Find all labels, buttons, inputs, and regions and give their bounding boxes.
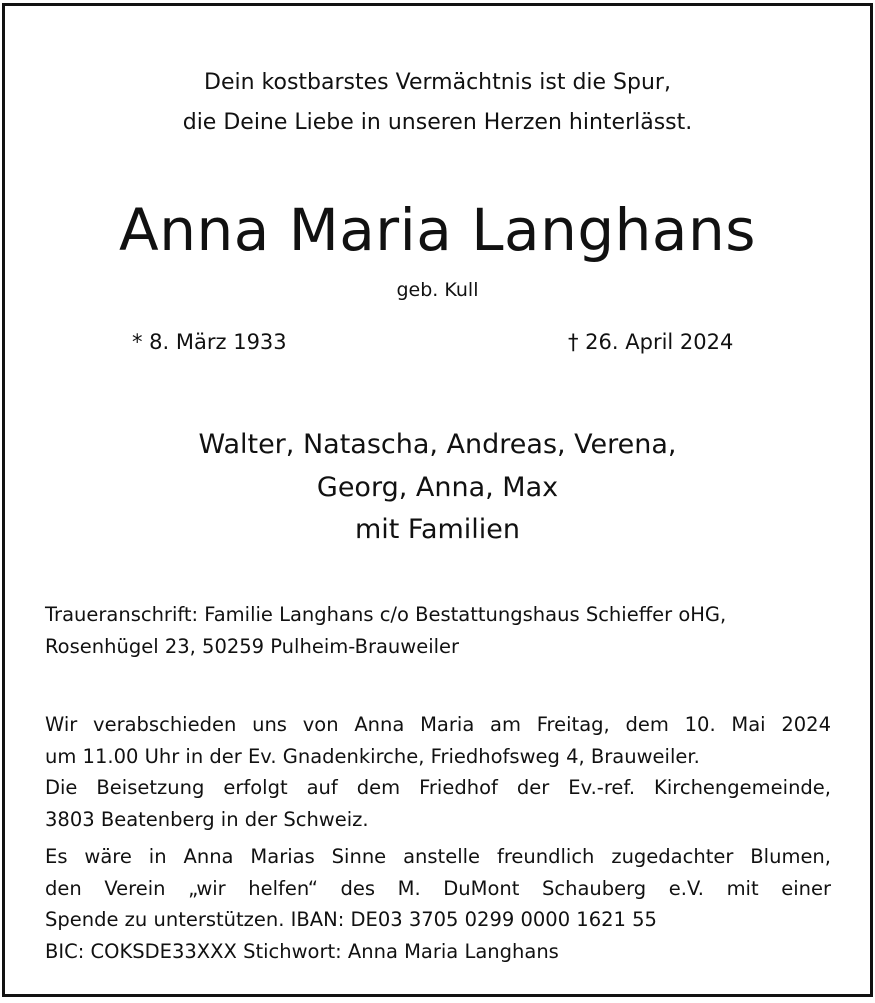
mourners-line-2: Georg, Anna, Max	[316, 472, 559, 503]
birth-date: * 8. März 1933	[132, 330, 287, 354]
mourners-line-1: Walter, Natascha, Andreas, Verena,	[198, 429, 677, 460]
donation-request	[45, 841, 831, 967]
donation-line-2: den Verein „wir helfen“ des M. DuMont Schauberg e.V. mit einer	[45, 876, 831, 900]
donation-line-4: BIC: COKSDE33XXX Stichwort: Anna Maria Langhans	[45, 939, 559, 963]
farewell-line-2: um 11.00 Uhr in der Ev. Gnadenkirche, Friedhofsweg 4, Brauweiler.	[45, 744, 700, 768]
obituary-notice	[2, 3, 873, 997]
verse-line-2: die Deine Liebe in unseren Herzen hinterlässt.	[182, 110, 693, 135]
deceased-name: Anna Maria Langhans	[119, 196, 756, 264]
farewell-service-info	[45, 709, 831, 772]
burial-line-2: 3803 Beatenberg in der Schweiz.	[45, 807, 369, 831]
verse-line-1: Dein kostbarstes Vermächtnis ist die Spur,	[204, 70, 671, 95]
address-line-2: Rosenhügel 23, 50259 Pulheim-Brauweiler	[45, 634, 460, 658]
donation-line-1: Es wäre in Anna Marias Sinne anstelle freundlich zugedachter Blumen,	[45, 845, 831, 868]
burial-info	[45, 772, 831, 835]
address-line-1: Traueranschrift: Familie Langhans c/o Bestattungshaus Schieffer oHG,	[45, 603, 727, 626]
maiden-name: geb. Kull	[396, 279, 479, 301]
donation-line-3: Spende zu unterstützen. IBAN: DE03 3705 0299 0000 1621 55	[45, 908, 657, 931]
mourners-line-3: mit Familien	[354, 514, 521, 545]
death-date: † 26. April 2024	[568, 330, 734, 354]
farewell-line-1: Wir verabschieden uns von Anna Maria am Freitag, dem 10. Mai 2024	[45, 713, 831, 736]
burial-line-1: Die Beisetzung erfolgt auf dem Friedhof der Ev.-ref. Kirchengemeinde,	[45, 776, 831, 799]
mourning-address	[45, 599, 831, 662]
